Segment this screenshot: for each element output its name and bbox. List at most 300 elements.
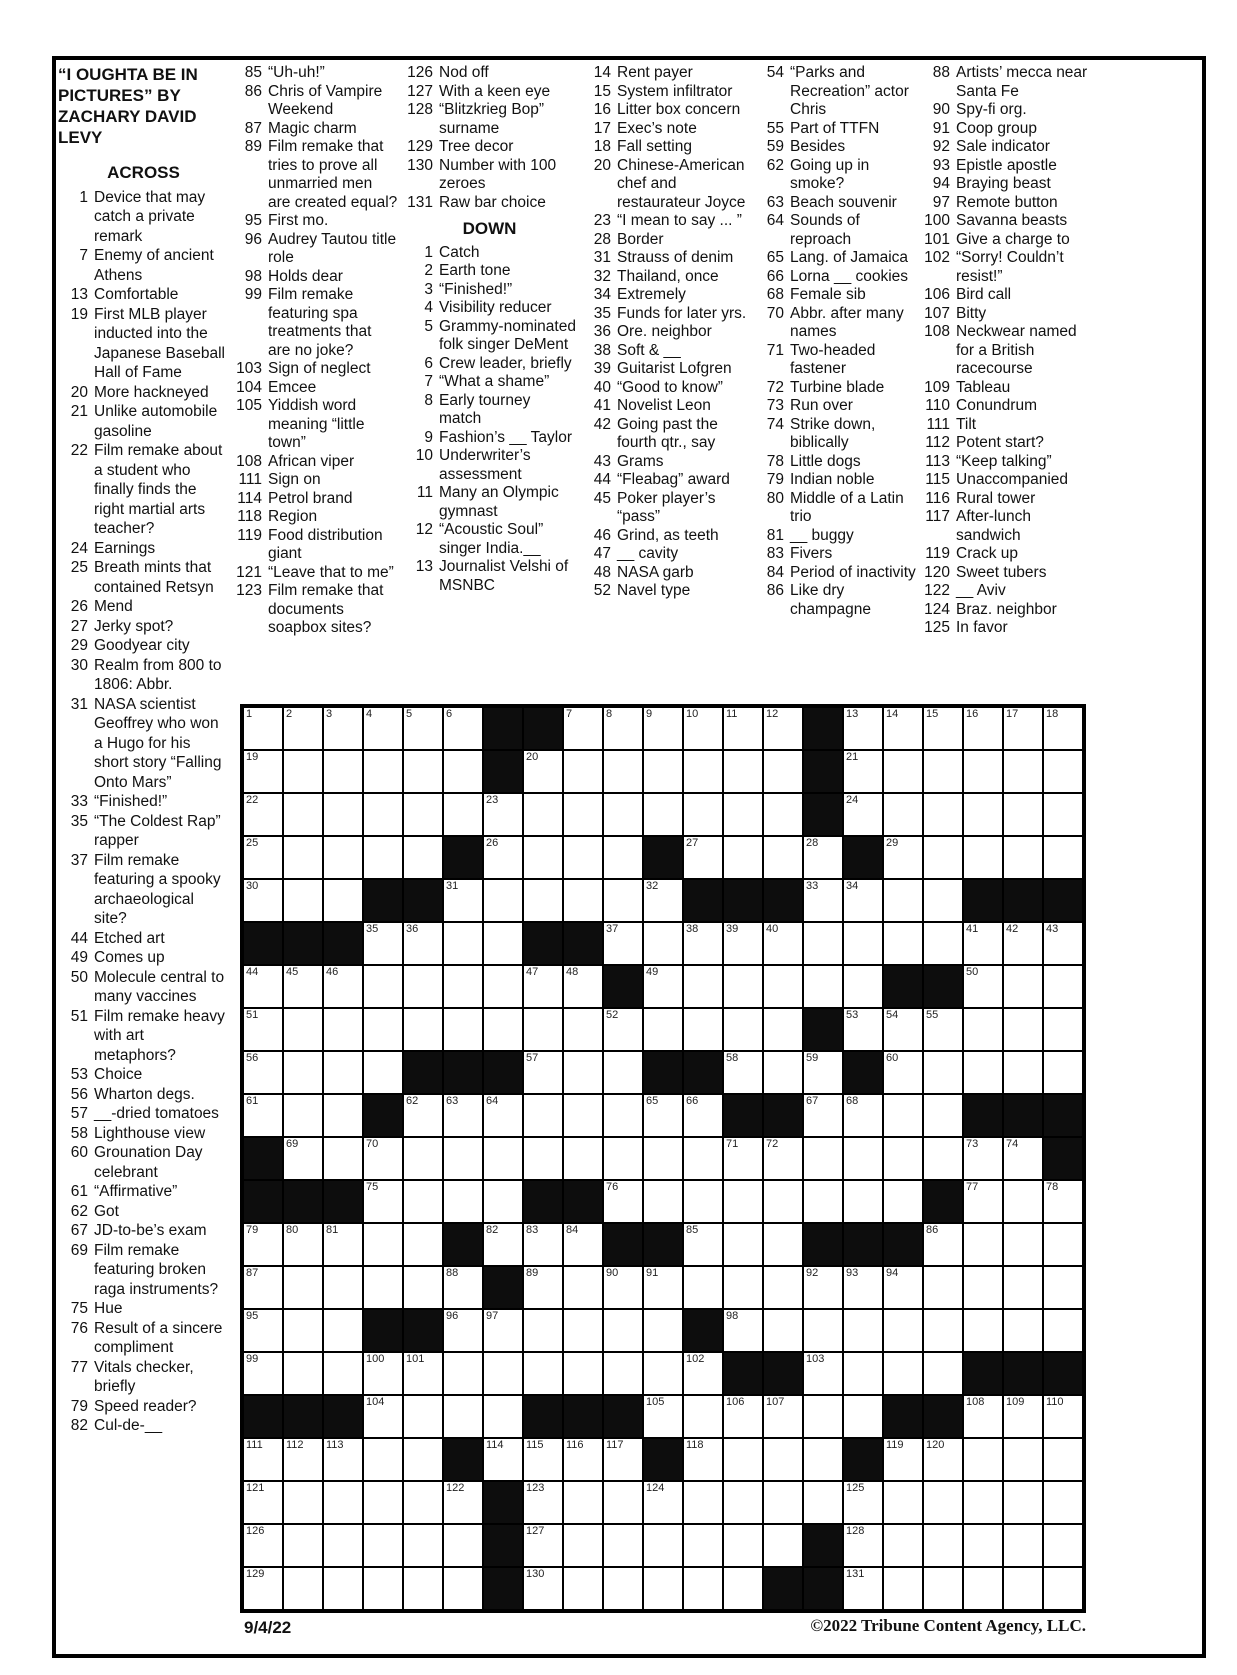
grid-cell[interactable] <box>963 1051 1003 1094</box>
grid-cell[interactable] <box>483 1008 523 1051</box>
grid-cell[interactable] <box>963 1266 1003 1309</box>
grid-cell[interactable] <box>843 1094 883 1137</box>
grid-cell[interactable] <box>963 1524 1003 1567</box>
grid-cell[interactable] <box>763 1309 803 1352</box>
grid-cell[interactable] <box>483 1352 523 1395</box>
grid-cell[interactable] <box>1003 707 1043 750</box>
grid-cell[interactable] <box>1003 1481 1043 1524</box>
grid-cell[interactable] <box>443 965 483 1008</box>
grid-cell[interactable] <box>323 1008 363 1051</box>
grid-cell[interactable] <box>243 1223 283 1266</box>
grid-cell[interactable] <box>403 1481 443 1524</box>
grid-cell[interactable] <box>803 1094 843 1137</box>
grid-cell[interactable] <box>763 707 803 750</box>
grid-cell[interactable] <box>1043 1309 1083 1352</box>
grid-cell[interactable] <box>963 1438 1003 1481</box>
grid-cell[interactable] <box>723 707 763 750</box>
grid-cell[interactable] <box>563 1352 603 1395</box>
grid-cell[interactable] <box>443 707 483 750</box>
grid-cell[interactable] <box>363 1223 403 1266</box>
grid-cell[interactable] <box>1043 1395 1083 1438</box>
grid-cell[interactable] <box>1003 836 1043 879</box>
grid-cell[interactable] <box>483 879 523 922</box>
grid-cell[interactable] <box>323 1223 363 1266</box>
grid-cell[interactable] <box>683 1266 723 1309</box>
grid-cell[interactable] <box>283 1438 323 1481</box>
grid-cell[interactable] <box>523 1438 563 1481</box>
grid-cell[interactable] <box>483 1094 523 1137</box>
grid-cell[interactable] <box>323 1309 363 1352</box>
grid-cell[interactable] <box>683 1481 723 1524</box>
grid-cell[interactable] <box>923 750 963 793</box>
grid-cell[interactable] <box>283 836 323 879</box>
grid-cell[interactable] <box>1003 922 1043 965</box>
grid-cell[interactable] <box>603 1352 643 1395</box>
grid-cell[interactable] <box>643 1180 683 1223</box>
grid-cell[interactable] <box>883 750 923 793</box>
grid-cell[interactable] <box>563 793 603 836</box>
grid-cell[interactable] <box>883 1309 923 1352</box>
grid-cell[interactable] <box>1003 1051 1043 1094</box>
grid-cell[interactable] <box>443 922 483 965</box>
grid-cell[interactable] <box>723 1008 763 1051</box>
grid-cell[interactable] <box>1003 1223 1043 1266</box>
grid-cell[interactable] <box>963 1137 1003 1180</box>
grid-cell[interactable] <box>1043 1051 1083 1094</box>
grid-cell[interactable] <box>363 1180 403 1223</box>
grid-cell[interactable] <box>683 1524 723 1567</box>
grid-cell[interactable] <box>843 1481 883 1524</box>
grid-cell[interactable] <box>883 1051 923 1094</box>
grid-cell[interactable] <box>723 750 763 793</box>
grid-cell[interactable] <box>723 965 763 1008</box>
grid-cell[interactable] <box>723 922 763 965</box>
grid-cell[interactable] <box>403 922 443 965</box>
grid-cell[interactable] <box>963 750 1003 793</box>
grid-cell[interactable] <box>643 793 683 836</box>
grid-cell[interactable] <box>283 1567 323 1610</box>
grid-cell[interactable] <box>1003 1137 1043 1180</box>
grid-cell[interactable] <box>563 707 603 750</box>
grid-cell[interactable] <box>363 750 403 793</box>
grid-cell[interactable] <box>723 1137 763 1180</box>
grid-cell[interactable] <box>323 965 363 1008</box>
grid-cell[interactable] <box>563 1008 603 1051</box>
grid-cell[interactable] <box>603 922 643 965</box>
grid-cell[interactable] <box>923 1309 963 1352</box>
grid-cell[interactable] <box>323 1438 363 1481</box>
grid-cell[interactable] <box>363 707 403 750</box>
grid-cell[interactable] <box>923 836 963 879</box>
grid-cell[interactable] <box>403 1094 443 1137</box>
grid-cell[interactable] <box>883 1180 923 1223</box>
grid-cell[interactable] <box>563 879 603 922</box>
grid-cell[interactable] <box>403 750 443 793</box>
grid-cell[interactable] <box>803 1180 843 1223</box>
grid-cell[interactable] <box>843 1008 883 1051</box>
grid-cell[interactable] <box>243 1094 283 1137</box>
grid-cell[interactable] <box>1043 1223 1083 1266</box>
grid-cell[interactable] <box>563 1137 603 1180</box>
grid-cell[interactable] <box>403 1395 443 1438</box>
grid-cell[interactable] <box>283 707 323 750</box>
grid-cell[interactable] <box>323 707 363 750</box>
grid-cell[interactable] <box>363 1137 403 1180</box>
grid-cell[interactable] <box>923 1266 963 1309</box>
grid-cell[interactable] <box>483 1180 523 1223</box>
grid-cell[interactable] <box>643 1524 683 1567</box>
grid-cell[interactable] <box>883 707 923 750</box>
grid-cell[interactable] <box>283 965 323 1008</box>
grid-cell[interactable] <box>483 1137 523 1180</box>
grid-cell[interactable] <box>563 1094 603 1137</box>
grid-cell[interactable] <box>243 1438 283 1481</box>
grid-cell[interactable] <box>923 1094 963 1137</box>
grid-cell[interactable] <box>923 1352 963 1395</box>
grid-cell[interactable] <box>603 707 643 750</box>
grid-cell[interactable] <box>283 750 323 793</box>
grid-cell[interactable] <box>283 1524 323 1567</box>
grid-cell[interactable] <box>683 793 723 836</box>
grid-cell[interactable] <box>363 965 403 1008</box>
grid-cell[interactable] <box>923 1051 963 1094</box>
grid-cell[interactable] <box>883 1481 923 1524</box>
grid-cell[interactable] <box>483 1438 523 1481</box>
grid-cell[interactable] <box>643 1094 683 1137</box>
grid-cell[interactable] <box>563 1223 603 1266</box>
grid-cell[interactable] <box>603 1094 643 1137</box>
grid-cell[interactable] <box>883 793 923 836</box>
grid-cell[interactable] <box>643 1395 683 1438</box>
grid-cell[interactable] <box>363 1008 403 1051</box>
grid-cell[interactable] <box>403 1223 443 1266</box>
grid-cell[interactable] <box>403 1180 443 1223</box>
grid-cell[interactable] <box>603 793 643 836</box>
grid-cell[interactable] <box>363 793 403 836</box>
grid-cell[interactable] <box>483 965 523 1008</box>
grid-cell[interactable] <box>283 1094 323 1137</box>
grid-cell[interactable] <box>803 1309 843 1352</box>
grid-cell[interactable] <box>363 1266 403 1309</box>
grid-cell[interactable] <box>643 1352 683 1395</box>
grid-cell[interactable] <box>1003 1309 1043 1352</box>
grid-cell[interactable] <box>323 1266 363 1309</box>
grid-cell[interactable] <box>723 1524 763 1567</box>
grid-cell[interactable] <box>403 707 443 750</box>
grid-cell[interactable] <box>1043 1180 1083 1223</box>
grid-cell[interactable] <box>1043 1008 1083 1051</box>
grid-cell[interactable] <box>843 965 883 1008</box>
grid-cell[interactable] <box>243 1266 283 1309</box>
grid-cell[interactable] <box>643 1137 683 1180</box>
grid-cell[interactable] <box>843 1180 883 1223</box>
grid-cell[interactable] <box>323 879 363 922</box>
grid-cell[interactable] <box>1043 1266 1083 1309</box>
grid-cell[interactable] <box>523 1137 563 1180</box>
grid-cell[interactable] <box>723 1051 763 1094</box>
grid-cell[interactable] <box>643 1309 683 1352</box>
grid-cell[interactable] <box>643 965 683 1008</box>
grid-cell[interactable] <box>523 1223 563 1266</box>
grid-cell[interactable] <box>883 1008 923 1051</box>
grid-cell[interactable] <box>1003 1180 1043 1223</box>
grid-cell[interactable] <box>1043 1567 1083 1610</box>
grid-cell[interactable] <box>843 1395 883 1438</box>
grid-cell[interactable] <box>843 1567 883 1610</box>
grid-cell[interactable] <box>1003 1438 1043 1481</box>
grid-cell[interactable] <box>283 1266 323 1309</box>
grid-cell[interactable] <box>963 1008 1003 1051</box>
grid-cell[interactable] <box>963 836 1003 879</box>
grid-cell[interactable] <box>763 750 803 793</box>
grid-cell[interactable] <box>363 1524 403 1567</box>
grid-cell[interactable] <box>603 1266 643 1309</box>
grid-cell[interactable] <box>963 1223 1003 1266</box>
grid-cell[interactable] <box>1003 1266 1043 1309</box>
grid-cell[interactable] <box>723 793 763 836</box>
grid-cell[interactable] <box>283 793 323 836</box>
grid-cell[interactable] <box>1003 965 1043 1008</box>
grid-cell[interactable] <box>843 707 883 750</box>
grid-cell[interactable] <box>243 1352 283 1395</box>
grid-cell[interactable] <box>403 1008 443 1051</box>
grid-cell[interactable] <box>723 1567 763 1610</box>
grid-cell[interactable] <box>523 1008 563 1051</box>
grid-cell[interactable] <box>763 965 803 1008</box>
grid-cell[interactable] <box>483 836 523 879</box>
grid-cell[interactable] <box>1003 1567 1043 1610</box>
grid-cell[interactable] <box>1043 922 1083 965</box>
grid-cell[interactable] <box>723 1395 763 1438</box>
grid-cell[interactable] <box>963 1395 1003 1438</box>
grid-cell[interactable] <box>523 750 563 793</box>
grid-cell[interactable] <box>683 750 723 793</box>
grid-cell[interactable] <box>483 793 523 836</box>
grid-cell[interactable] <box>683 1223 723 1266</box>
grid-cell[interactable] <box>723 1309 763 1352</box>
grid-cell[interactable] <box>403 1438 443 1481</box>
grid-cell[interactable] <box>323 793 363 836</box>
grid-cell[interactable] <box>603 879 643 922</box>
grid-cell[interactable] <box>243 1524 283 1567</box>
grid-cell[interactable] <box>443 1094 483 1137</box>
grid-cell[interactable] <box>803 922 843 965</box>
grid-cell[interactable] <box>843 1524 883 1567</box>
grid-cell[interactable] <box>403 1524 443 1567</box>
grid-cell[interactable] <box>963 793 1003 836</box>
grid-cell[interactable] <box>883 879 923 922</box>
grid-cell[interactable] <box>483 922 523 965</box>
grid-cell[interactable] <box>763 1008 803 1051</box>
grid-cell[interactable] <box>523 965 563 1008</box>
grid-cell[interactable] <box>443 1567 483 1610</box>
grid-cell[interactable] <box>443 1524 483 1567</box>
grid-cell[interactable] <box>763 1438 803 1481</box>
grid-cell[interactable] <box>803 1266 843 1309</box>
grid-cell[interactable] <box>923 1567 963 1610</box>
grid-cell[interactable] <box>443 879 483 922</box>
grid-cell[interactable] <box>723 1266 763 1309</box>
grid-cell[interactable] <box>243 879 283 922</box>
grid-cell[interactable] <box>1043 1481 1083 1524</box>
grid-cell[interactable] <box>323 1524 363 1567</box>
grid-cell[interactable] <box>283 1051 323 1094</box>
grid-cell[interactable] <box>763 1524 803 1567</box>
grid-cell[interactable] <box>963 1309 1003 1352</box>
grid-cell[interactable] <box>923 793 963 836</box>
grid-cell[interactable] <box>443 1008 483 1051</box>
grid-cell[interactable] <box>563 1051 603 1094</box>
grid-cell[interactable] <box>843 1309 883 1352</box>
grid-cell[interactable] <box>643 1008 683 1051</box>
grid-cell[interactable] <box>803 1051 843 1094</box>
grid-cell[interactable] <box>883 922 923 965</box>
grid-cell[interactable] <box>683 1180 723 1223</box>
grid-cell[interactable] <box>563 1481 603 1524</box>
grid-cell[interactable] <box>603 1051 643 1094</box>
grid-cell[interactable] <box>443 1309 483 1352</box>
grid-cell[interactable] <box>923 1223 963 1266</box>
grid-cell[interactable] <box>923 1008 963 1051</box>
grid-cell[interactable] <box>683 836 723 879</box>
grid-cell[interactable] <box>563 1309 603 1352</box>
grid-cell[interactable] <box>483 1309 523 1352</box>
grid-cell[interactable] <box>563 1524 603 1567</box>
grid-cell[interactable] <box>723 1180 763 1223</box>
grid-cell[interactable] <box>403 1567 443 1610</box>
grid-cell[interactable] <box>603 1438 643 1481</box>
grid-cell[interactable] <box>843 922 883 965</box>
grid-cell[interactable] <box>763 836 803 879</box>
grid-cell[interactable] <box>1043 707 1083 750</box>
grid-cell[interactable] <box>243 707 283 750</box>
grid-cell[interactable] <box>523 1051 563 1094</box>
grid-cell[interactable] <box>523 836 563 879</box>
grid-cell[interactable] <box>1003 750 1043 793</box>
grid-cell[interactable] <box>403 836 443 879</box>
grid-cell[interactable] <box>603 1137 643 1180</box>
grid-cell[interactable] <box>683 1395 723 1438</box>
grid-cell[interactable] <box>883 1266 923 1309</box>
grid-cell[interactable] <box>523 793 563 836</box>
grid-cell[interactable] <box>483 1395 523 1438</box>
grid-cell[interactable] <box>923 1481 963 1524</box>
grid-cell[interactable] <box>523 1094 563 1137</box>
grid-cell[interactable] <box>523 879 563 922</box>
grid-cell[interactable] <box>683 922 723 965</box>
grid-cell[interactable] <box>1043 1438 1083 1481</box>
grid-cell[interactable] <box>843 879 883 922</box>
grid-cell[interactable] <box>723 836 763 879</box>
grid-cell[interactable] <box>403 1352 443 1395</box>
grid-cell[interactable] <box>763 793 803 836</box>
grid-cell[interactable] <box>363 1567 403 1610</box>
grid-cell[interactable] <box>243 1567 283 1610</box>
grid-cell[interactable] <box>1003 1395 1043 1438</box>
grid-cell[interactable] <box>363 1481 403 1524</box>
grid-cell[interactable] <box>803 836 843 879</box>
grid-cell[interactable] <box>923 922 963 965</box>
grid-cell[interactable] <box>483 1223 523 1266</box>
grid-cell[interactable] <box>963 1567 1003 1610</box>
grid-cell[interactable] <box>523 1309 563 1352</box>
grid-cell[interactable] <box>683 1352 723 1395</box>
grid-cell[interactable] <box>763 1395 803 1438</box>
grid-cell[interactable] <box>683 707 723 750</box>
grid-cell[interactable] <box>323 1051 363 1094</box>
grid-cell[interactable] <box>683 1137 723 1180</box>
grid-cell[interactable] <box>523 1524 563 1567</box>
grid-cell[interactable] <box>923 1137 963 1180</box>
grid-cell[interactable] <box>643 707 683 750</box>
grid-cell[interactable] <box>1003 1008 1043 1051</box>
grid-cell[interactable] <box>643 1481 683 1524</box>
grid-cell[interactable] <box>443 793 483 836</box>
grid-cell[interactable] <box>603 1567 643 1610</box>
grid-cell[interactable] <box>603 750 643 793</box>
grid-cell[interactable] <box>963 965 1003 1008</box>
grid-cell[interactable] <box>243 1481 283 1524</box>
grid-cell[interactable] <box>243 750 283 793</box>
grid-cell[interactable] <box>763 1223 803 1266</box>
grid-cell[interactable] <box>443 1352 483 1395</box>
grid-cell[interactable] <box>603 1180 643 1223</box>
grid-cell[interactable] <box>403 1266 443 1309</box>
grid-cell[interactable] <box>883 1438 923 1481</box>
grid-cell[interactable] <box>883 1137 923 1180</box>
grid-cell[interactable] <box>683 1094 723 1137</box>
grid-cell[interactable] <box>283 1309 323 1352</box>
grid-cell[interactable] <box>363 922 403 965</box>
grid-cell[interactable] <box>323 1094 363 1137</box>
grid-cell[interactable] <box>763 1180 803 1223</box>
grid-cell[interactable] <box>1003 1524 1043 1567</box>
grid-cell[interactable] <box>643 922 683 965</box>
grid-cell[interactable] <box>803 879 843 922</box>
grid-cell[interactable] <box>923 1524 963 1567</box>
grid-cell[interactable] <box>323 1137 363 1180</box>
grid-cell[interactable] <box>243 1309 283 1352</box>
grid-cell[interactable] <box>683 1438 723 1481</box>
grid-cell[interactable] <box>323 1567 363 1610</box>
grid-cell[interactable] <box>803 1395 843 1438</box>
grid-cell[interactable] <box>603 1008 643 1051</box>
grid-cell[interactable] <box>803 1137 843 1180</box>
grid-cell[interactable] <box>603 1309 643 1352</box>
grid-cell[interactable] <box>443 1266 483 1309</box>
grid-cell[interactable] <box>243 1008 283 1051</box>
grid-cell[interactable] <box>563 965 603 1008</box>
grid-cell[interactable] <box>883 1524 923 1567</box>
grid-cell[interactable] <box>723 1223 763 1266</box>
grid-cell[interactable] <box>363 1352 403 1395</box>
grid-cell[interactable] <box>563 1567 603 1610</box>
grid-cell[interactable] <box>643 1266 683 1309</box>
grid-cell[interactable] <box>243 793 283 836</box>
grid-cell[interactable] <box>803 965 843 1008</box>
grid-cell[interactable] <box>283 879 323 922</box>
grid-cell[interactable] <box>403 965 443 1008</box>
grid-cell[interactable] <box>283 1223 323 1266</box>
grid-cell[interactable] <box>963 1481 1003 1524</box>
grid-cell[interactable] <box>603 1524 643 1567</box>
grid-cell[interactable] <box>843 750 883 793</box>
grid-cell[interactable] <box>1043 836 1083 879</box>
grid-cell[interactable] <box>843 1266 883 1309</box>
grid-cell[interactable] <box>363 1051 403 1094</box>
grid-cell[interactable] <box>243 1051 283 1094</box>
grid-cell[interactable] <box>523 1481 563 1524</box>
